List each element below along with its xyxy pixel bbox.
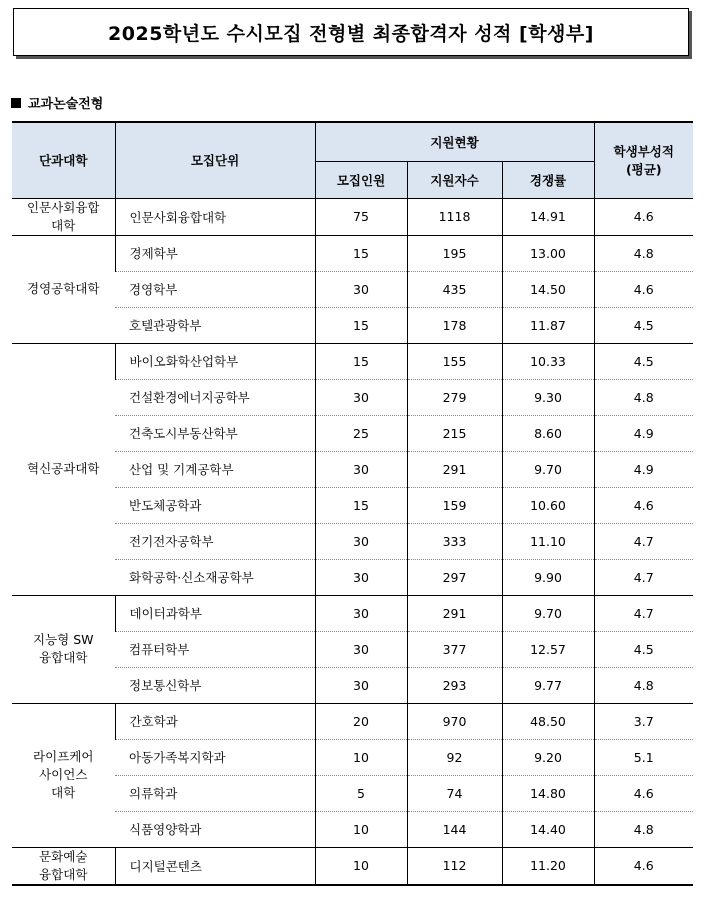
table-row: [12, 415, 693, 451]
unit-cell: 호텔관광학부: [115, 307, 315, 343]
quota-cell: 30: [315, 595, 407, 631]
ratio-cell: 14.91: [502, 198, 594, 235]
grade-cell: 4.6: [594, 775, 693, 811]
applicants-cell: 291: [407, 451, 502, 487]
quota-cell: 10: [315, 811, 407, 847]
ratio-cell: 11.20: [502, 847, 594, 885]
table-row: [12, 451, 693, 487]
quota-cell: 15: [315, 487, 407, 523]
header-grade: [594, 122, 693, 198]
grade-cell: 4.5: [594, 631, 693, 667]
college-name-line: 경영공학대학: [27, 281, 100, 297]
college-name-line: 대학: [51, 217, 76, 233]
quota-cell: 30: [315, 667, 407, 703]
applicants-cell: 159: [407, 487, 502, 523]
college-name-line: 인문사회융합: [27, 199, 100, 215]
grade-cell: 4.7: [594, 523, 693, 559]
applicants-cell: 155: [407, 343, 502, 379]
unit-cell: 정보통신학부: [115, 667, 315, 703]
applicants-cell: 970: [407, 703, 502, 739]
table-body: [12, 198, 693, 885]
table-row: [12, 739, 693, 775]
applicants-cell: 92: [407, 739, 502, 775]
ratio-cell: 10.60: [502, 487, 594, 523]
unit-cell: 의류학과: [115, 775, 315, 811]
college-name-line: 혁신공과대학: [27, 461, 100, 477]
unit-cell: 건설환경에너지공학부: [115, 379, 315, 415]
grade-cell: 4.8: [594, 667, 693, 703]
college-name-line: 융합대학: [39, 650, 88, 666]
header-ratio: 경쟁률: [502, 161, 594, 198]
grade-cell: 4.5: [594, 343, 693, 379]
table-row: [12, 667, 693, 703]
applicants-cell: 279: [407, 379, 502, 415]
unit-cell: 산업 및 기계공학부: [115, 451, 315, 487]
ratio-cell: 9.20: [502, 739, 594, 775]
college-cell: [12, 343, 115, 595]
unit-cell: 경영학부: [115, 271, 315, 307]
ratio-cell: 13.00: [502, 235, 594, 271]
ratio-cell: 9.90: [502, 559, 594, 595]
table-row: [12, 631, 693, 667]
college-cell: [12, 703, 115, 847]
quota-cell: 10: [315, 739, 407, 775]
table-row: [12, 811, 693, 847]
table-row: [12, 847, 693, 885]
admission-results-table: [12, 121, 693, 886]
table-row: [12, 595, 693, 631]
unit-cell: 아동가족복지학과: [115, 739, 315, 775]
college-cell: [12, 595, 115, 703]
college-name-line: 지능형 SW: [33, 632, 94, 648]
grade-cell: 4.8: [594, 235, 693, 271]
grade-cell: 4.9: [594, 451, 693, 487]
quota-cell: 25: [315, 415, 407, 451]
table-row: [12, 235, 693, 271]
section-heading: [11, 93, 103, 112]
table-row: [12, 487, 693, 523]
unit-cell: 바이오화학산업학부: [115, 343, 315, 379]
ratio-cell: 9.77: [502, 667, 594, 703]
title-text: 2025학년도 수시모집 전형별 최종합격자 성적 [학생부]: [108, 22, 594, 45]
applicants-cell: 297: [407, 559, 502, 595]
grade-cell: 4.8: [594, 811, 693, 847]
unit-cell: 인문사회융합대학: [115, 198, 315, 235]
table-row: [12, 523, 693, 559]
applicants-cell: 215: [407, 415, 502, 451]
college-cell: [12, 235, 115, 343]
quota-cell: 30: [315, 379, 407, 415]
unit-cell: 간호학과: [115, 703, 315, 739]
quota-cell: 30: [315, 559, 407, 595]
table-row: [12, 343, 693, 379]
quota-cell: 15: [315, 235, 407, 271]
section-title: 교과논술전형: [28, 97, 104, 112]
grade-cell: 4.7: [594, 595, 693, 631]
square-bullet-icon: [11, 98, 21, 108]
grade-cell: 4.6: [594, 847, 693, 885]
quota-cell: 30: [315, 523, 407, 559]
ratio-cell: 9.70: [502, 451, 594, 487]
unit-cell: 화학공학·신소재공학부: [115, 559, 315, 595]
applicants-cell: 377: [407, 631, 502, 667]
header-grade-line2: (평균): [625, 162, 662, 178]
quota-cell: 15: [315, 307, 407, 343]
unit-cell: 반도체공학과: [115, 487, 315, 523]
quota-cell: 15: [315, 343, 407, 379]
quota-cell: 75: [315, 198, 407, 235]
grade-cell: 5.1: [594, 739, 693, 775]
grade-cell: 4.9: [594, 415, 693, 451]
grade-cell: 4.6: [594, 271, 693, 307]
applicants-cell: 195: [407, 235, 502, 271]
unit-cell: 경제학부: [115, 235, 315, 271]
applicants-cell: 435: [407, 271, 502, 307]
quota-cell: 30: [315, 451, 407, 487]
applicants-cell: 293: [407, 667, 502, 703]
grade-cell: 4.7: [594, 559, 693, 595]
applicants-cell: 74: [407, 775, 502, 811]
unit-cell: 데이터과학부: [115, 595, 315, 631]
table-row: [12, 379, 693, 415]
applicants-cell: 178: [407, 307, 502, 343]
quota-cell: 20: [315, 703, 407, 739]
college-name-line: 라이프케어: [33, 749, 94, 765]
table-row: [12, 703, 693, 739]
ratio-cell: 11.10: [502, 523, 594, 559]
ratio-cell: 10.33: [502, 343, 594, 379]
header-application-status: 지원현황: [315, 122, 594, 161]
grade-cell: 4.8: [594, 379, 693, 415]
document-title: [13, 8, 689, 56]
ratio-cell: 48.50: [502, 703, 594, 739]
applicants-cell: 291: [407, 595, 502, 631]
quota-cell: 30: [315, 271, 407, 307]
header-unit: 모집단위: [115, 122, 315, 198]
table-row: [12, 559, 693, 595]
applicants-cell: 333: [407, 523, 502, 559]
applicants-cell: 144: [407, 811, 502, 847]
table-row: [12, 307, 693, 343]
college-name-line: 사이언스: [39, 767, 88, 783]
unit-cell: 식품영양학과: [115, 811, 315, 847]
college-name-line: 문화예술: [39, 848, 88, 864]
college-cell: [12, 198, 115, 235]
ratio-cell: 14.80: [502, 775, 594, 811]
ratio-cell: 9.30: [502, 379, 594, 415]
applicants-cell: 1118: [407, 198, 502, 235]
ratio-cell: 12.57: [502, 631, 594, 667]
header-quota: 모집인원: [315, 161, 407, 198]
quota-cell: 10: [315, 847, 407, 885]
ratio-cell: 8.60: [502, 415, 594, 451]
quota-cell: 5: [315, 775, 407, 811]
ratio-cell: 14.50: [502, 271, 594, 307]
grade-cell: 4.6: [594, 198, 693, 235]
ratio-cell: 14.40: [502, 811, 594, 847]
unit-cell: 디지털콘텐츠: [115, 847, 315, 885]
unit-cell: 컴퓨터학부: [115, 631, 315, 667]
grade-cell: 3.7: [594, 703, 693, 739]
header-grade-line1: 학생부성적: [613, 144, 674, 160]
college-cell: [12, 847, 115, 885]
grade-cell: 4.5: [594, 307, 693, 343]
applicants-cell: 112: [407, 847, 502, 885]
unit-cell: 건축도시부동산학부: [115, 415, 315, 451]
table-row: [12, 198, 693, 235]
header-college: 단과대학: [12, 122, 115, 198]
quota-cell: 30: [315, 631, 407, 667]
grade-cell: 4.6: [594, 487, 693, 523]
unit-cell: 전기전자공학부: [115, 523, 315, 559]
college-name-line: 융합대학: [39, 866, 88, 882]
table-row: [12, 271, 693, 307]
college-name-line: 대학: [51, 785, 76, 801]
ratio-cell: 11.87: [502, 307, 594, 343]
header-applicants: 지원자수: [407, 161, 502, 198]
ratio-cell: 9.70: [502, 595, 594, 631]
table-row: [12, 775, 693, 811]
